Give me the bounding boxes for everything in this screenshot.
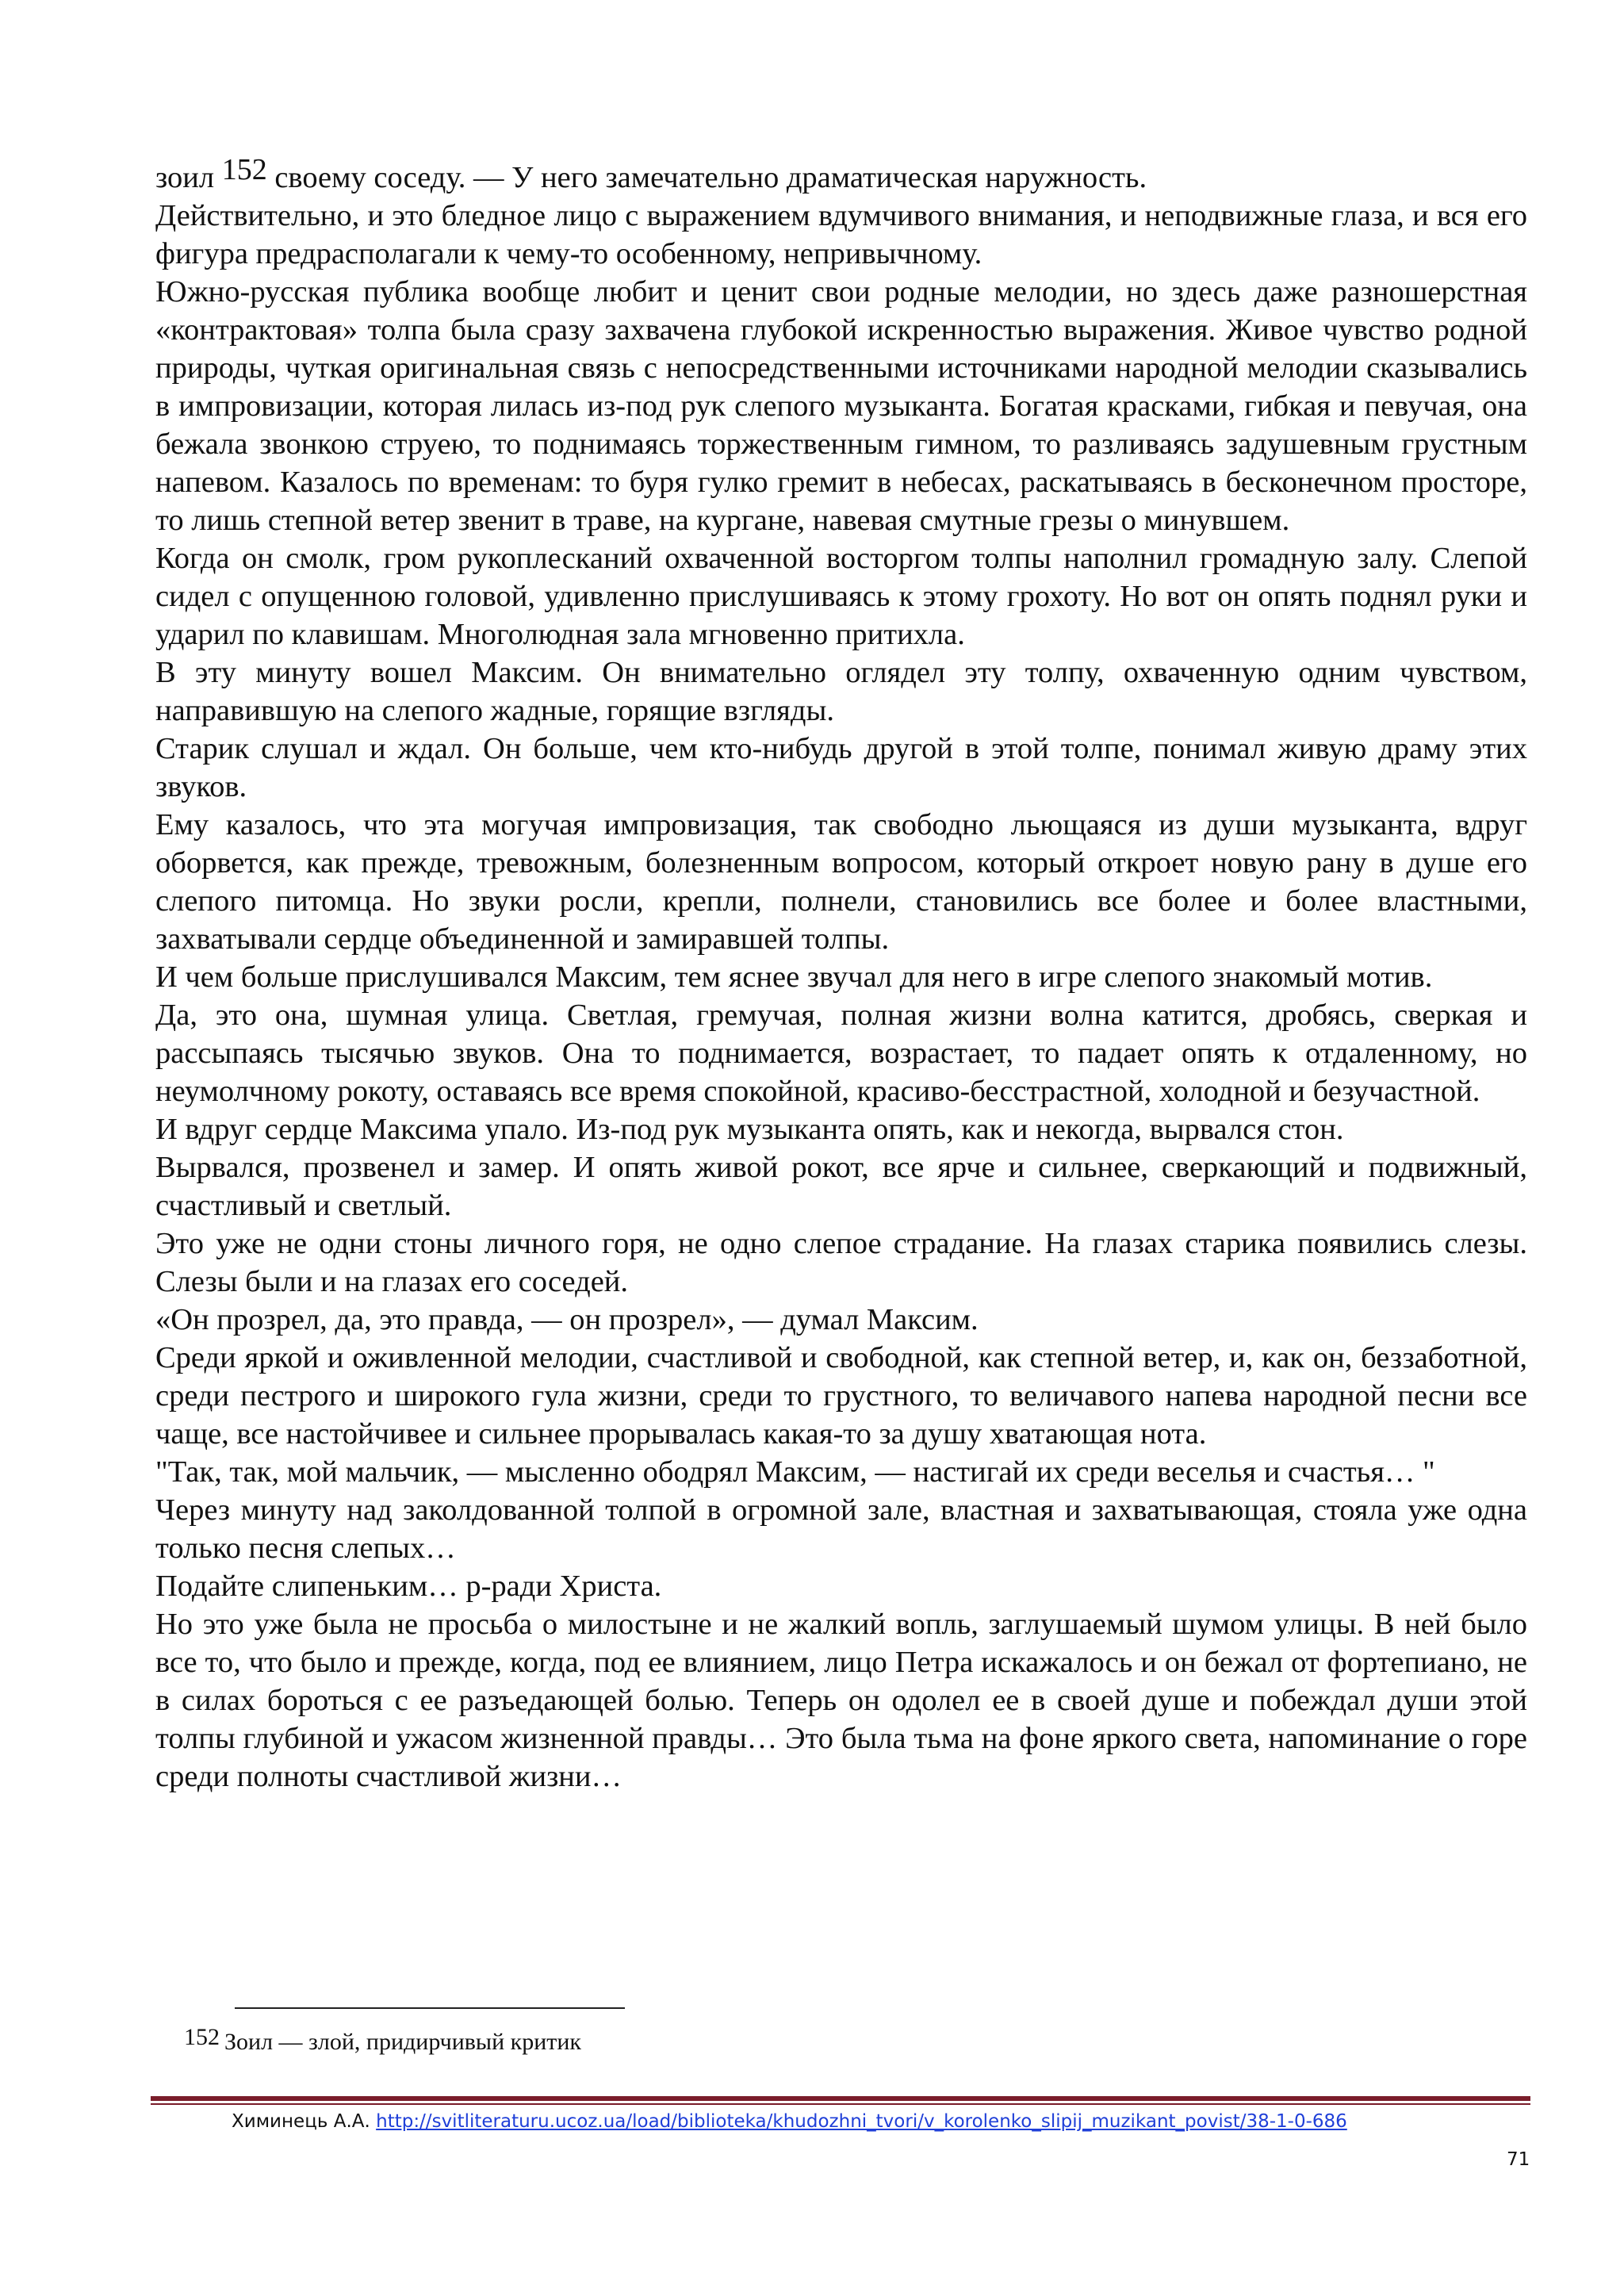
paragraph [155, 153, 1527, 197]
footer [232, 2109, 1347, 2134]
footnote-separator [235, 2007, 625, 2009]
footnote [184, 2026, 581, 2058]
footer-author: Химинець А.А. [232, 2111, 370, 2132]
footnote-number: 152 [184, 2024, 220, 2050]
paragraph: Среди яркой и оживленной мелодии, счастливой и свободной, как степной ветер, и, как он, беззаботной, среди пестрого и широкого гула жизни, среди то грустного, то величавого напева народной песни все чаще, все настойчивее и сильнее прорывалась какая-то за душу хватающая нота. [155, 1341, 1527, 1451]
footnote-text: Зоил — злой, придирчивый критик [224, 2029, 581, 2055]
paragraph: Действительно, и это бледное лицо с выражением вдумчивого внимания, и неподвижные глаза, и вся его фигура предрасполагали к чему-то особенному, непривычному. [155, 199, 1527, 270]
paragraph: «Он прозрел, да, это правда, — он прозрел», — думал Максим. [155, 1303, 979, 1336]
footer-rule [151, 2096, 1530, 2101]
paragraph: Подайте слипеньким… р-ради Христа. [155, 1570, 662, 1603]
paragraph: Старик слушал и ждал. Он больше, чем кто-нибудь другой в этой толпе, понимал живую драму этих звуков. [155, 732, 1527, 803]
footnote-reference[interactable]: 152 [221, 153, 267, 186]
page-number: 71 [1507, 2149, 1530, 2170]
footer-source-link[interactable]: http://svitliteraturu.ucoz.ua/load/biblioteka/khudozhni_tvori/v_korolenko_slipij_muzikant_povist/38-1-0-686 [376, 2111, 1347, 2132]
footer-rule-thin [151, 2103, 1530, 2105]
paragraph: В эту минуту вошел Максим. Он внимательно оглядел эту толпу, охваченную одним чувством, направившую на слепого жадные, горящие взгляды. [155, 656, 1527, 727]
paragraph: Южно-русская публика вообще любит и ценит свои родные мелодии, но здесь даже разношерстная «контрактовая» толпа была сразу захвачена глубокой искренностью выражения. Живое чувство родной природы, чуткая оригинальная связь с непосредственными источниками народной мелодии сказывались в импровизации, которая лилась из-под рук слепого музыканта. Богатая красками, гибкая и певучая, она бежала звонкою струею, то поднимаясь торжественным гимном, то разливаясь задушевным грустным напевом. Казалось по временам: то буря гулко гремит в небесах, раскатываясь в бесконечном просторе, то лишь степной ветер звенит в траве, на кургане, навевая смутные грезы о минувшем. [155, 275, 1527, 537]
paragraph: И чем больше прислушивался Максим, тем яснее звучал для него в игре слепого знакомый мотив. [155, 960, 1433, 994]
paragraph: Это уже не одни стоны личного горя, не одно слепое страдание. На глазах старика появились слезы. Слезы были и на глазах его соседей. [155, 1227, 1527, 1298]
body-text [155, 153, 1527, 1796]
paragraph: "Так, так, мой мальчик, — мысленно ободрял Максим, — настигай их среди веселья и счастья… " [155, 1455, 1435, 1489]
paragraph: Но это уже была не просьба о милостыне и не жалкий вопль, заглушаемый шумом улицы. В ней было все то, что было и прежде, когда, под ее влиянием, лицо Петра искажалось и он бежал от фортепиано, не в силах бороться с ее разъедающей болью. Теперь он одолел ее в своей душе и побеждал души этой толпы глубиной и ужасом жизненной правды… Это была тьма на фоне яркого света, напоминание о горе среди полноты счастливой жизни… [155, 1608, 1527, 1793]
paragraph: Ему казалось, что эта могучая импровизация, так свободно льющаяся из души музыканта, вдруг оборвется, как прежде, тревожным, болезненным вопросом, который откроет новую рану в душе его слепого питомца. Но звуки росли, крепли, полнели, становились все более и более властными, захватывали сердце объединенной и замиравшей толпы. [155, 808, 1527, 956]
paragraph-text: своему соседу. — У него замечательно драматическая наружность. [266, 161, 1147, 194]
paragraph: И вдруг сердце Максима упало. Из-под рук музыканта опять, как и некогда, вырвался стон. [155, 1113, 1344, 1146]
paragraph: Вырвался, прозвенел и замер. И опять живой рокот, все ярче и сильнее, сверкающий и подвижный, счастливый и светлый. [155, 1151, 1527, 1222]
paragraph: Когда он смолк, гром рукоплесканий охваченной восторгом толпы наполнил громадную залу. Слепой сидел с опущенною головой, удивленно прислушиваясь к этому грохоту. Но вот он опять поднял руки и ударил по клавишам. Многолюдная зала мгновенно притихла. [155, 542, 1527, 651]
paragraph: Да, это она, шумная улица. Светлая, гремучая, полная жизни волна катится, дробясь, сверкая и рассыпаясь тысячью звуков. Она то поднимается, возрастает, то падает опять к отдаленному, но неумолчному рокоту, оставаясь все время спокойной, красиво-бесстрастной, холодной и безучастной. [155, 999, 1527, 1108]
paragraph: Через минуту над заколдованной толпой в огромной зале, властная и захватывающая, стояла уже одна только песня слепых… [155, 1493, 1527, 1565]
paragraph-text: зоил [155, 161, 222, 194]
